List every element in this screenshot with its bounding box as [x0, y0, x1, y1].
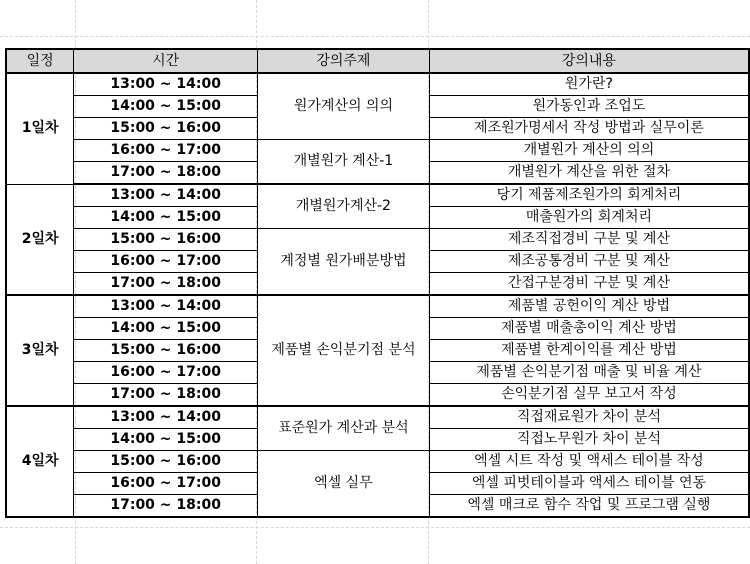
- topic-cell[interactable]: 계정별 원가배분방법: [257, 229, 429, 296]
- content-cell[interactable]: 제조직접경비 구분 및 계산: [429, 229, 749, 251]
- table-row: [6, 140, 749, 162]
- content-cell[interactable]: 직접재료원가 차이 분석: [429, 406, 749, 429]
- time-cell[interactable]: 17:00 ~ 18:00: [74, 273, 258, 296]
- table-row: [6, 73, 749, 96]
- header-content[interactable]: 강의내용: [429, 49, 749, 73]
- day-cell[interactable]: 4일차: [6, 406, 74, 517]
- time-cell[interactable]: 16:00 ~ 17:00: [74, 251, 258, 273]
- time-cell[interactable]: 17:00 ~ 18:00: [74, 495, 258, 518]
- time-cell[interactable]: 16:00 ~ 17:00: [74, 362, 258, 384]
- time-cell[interactable]: 15:00 ~ 16:00: [74, 340, 258, 362]
- time-cell[interactable]: 14:00 ~ 15:00: [74, 318, 258, 340]
- header-day[interactable]: 일정: [6, 49, 74, 73]
- sheet-gridline: [0, 36, 750, 37]
- table-row: [6, 184, 749, 207]
- content-cell[interactable]: 원가란?: [429, 73, 749, 96]
- day-cell[interactable]: 1일차: [6, 73, 74, 184]
- day-cell[interactable]: 3일차: [6, 295, 74, 406]
- time-cell[interactable]: 13:00 ~ 14:00: [74, 73, 258, 96]
- content-cell[interactable]: 매출원가의 회계처리: [429, 207, 749, 229]
- table-row: [6, 229, 749, 251]
- content-cell[interactable]: 원가동인과 조업도: [429, 96, 749, 118]
- header-time[interactable]: 시간: [74, 49, 258, 73]
- time-cell[interactable]: 14:00 ~ 15:00: [74, 96, 258, 118]
- time-cell[interactable]: 15:00 ~ 16:00: [74, 451, 258, 473]
- time-cell[interactable]: 15:00 ~ 16:00: [74, 118, 258, 140]
- time-cell[interactable]: 16:00 ~ 17:00: [74, 473, 258, 495]
- table-row: [6, 295, 749, 318]
- lecture-schedule-table: [5, 48, 750, 518]
- content-cell[interactable]: 엑셀 시트 작성 및 액세스 테이블 작성: [429, 451, 749, 473]
- topic-cell[interactable]: 표준원가 계산과 분석: [257, 406, 429, 451]
- topic-cell[interactable]: 개별원가계산-2: [257, 184, 429, 229]
- content-cell[interactable]: 제품별 공헌이익 계산 방법: [429, 295, 749, 318]
- content-cell[interactable]: 제품별 매출총이익 계산 방법: [429, 318, 749, 340]
- time-cell[interactable]: 14:00 ~ 15:00: [74, 429, 258, 451]
- time-cell[interactable]: 17:00 ~ 18:00: [74, 162, 258, 185]
- sheet-gridline: [0, 527, 750, 528]
- table-row: [6, 451, 749, 473]
- time-cell[interactable]: 14:00 ~ 15:00: [74, 207, 258, 229]
- time-cell[interactable]: 16:00 ~ 17:00: [74, 140, 258, 162]
- content-cell[interactable]: 제품별 한계이익를 계산 방법: [429, 340, 749, 362]
- content-cell[interactable]: 간접구분경비 구분 및 계산: [429, 273, 749, 296]
- content-cell[interactable]: 개별원가 계산을 위한 절차: [429, 162, 749, 185]
- topic-cell[interactable]: 원가계산의 의의: [257, 73, 429, 140]
- content-cell[interactable]: 직접노무원가 차이 분석: [429, 429, 749, 451]
- time-cell[interactable]: 13:00 ~ 14:00: [74, 295, 258, 318]
- time-cell[interactable]: 13:00 ~ 14:00: [74, 184, 258, 207]
- content-cell[interactable]: 제품별 손익분기점 매출 및 비율 계산: [429, 362, 749, 384]
- header-topic[interactable]: 강의주제: [257, 49, 429, 73]
- day-cell[interactable]: 2일차: [6, 184, 74, 295]
- time-cell[interactable]: 15:00 ~ 16:00: [74, 229, 258, 251]
- content-cell[interactable]: 제조원가명세서 작성 방법과 실무이론: [429, 118, 749, 140]
- table-row: [6, 406, 749, 429]
- content-cell[interactable]: 제조공통경비 구분 및 계산: [429, 251, 749, 273]
- topic-cell[interactable]: 개별원가 계산-1: [257, 140, 429, 185]
- topic-cell[interactable]: 제품별 손익분기점 분석: [257, 295, 429, 406]
- content-cell[interactable]: 엑셀 피벗테이블과 액세스 테이블 연동: [429, 473, 749, 495]
- topic-cell[interactable]: 엑셀 실무: [257, 451, 429, 518]
- header-row: [6, 49, 749, 73]
- content-cell[interactable]: 손익분기점 실무 보고서 작성: [429, 384, 749, 407]
- time-cell[interactable]: 17:00 ~ 18:00: [74, 384, 258, 407]
- content-cell[interactable]: 엑셀 매크로 함수 작업 및 프로그램 실행: [429, 495, 749, 518]
- content-cell[interactable]: 당기 제품제조원가의 회계처리: [429, 184, 749, 207]
- time-cell[interactable]: 13:00 ~ 14:00: [74, 406, 258, 429]
- content-cell[interactable]: 개별원가 계산의 의의: [429, 140, 749, 162]
